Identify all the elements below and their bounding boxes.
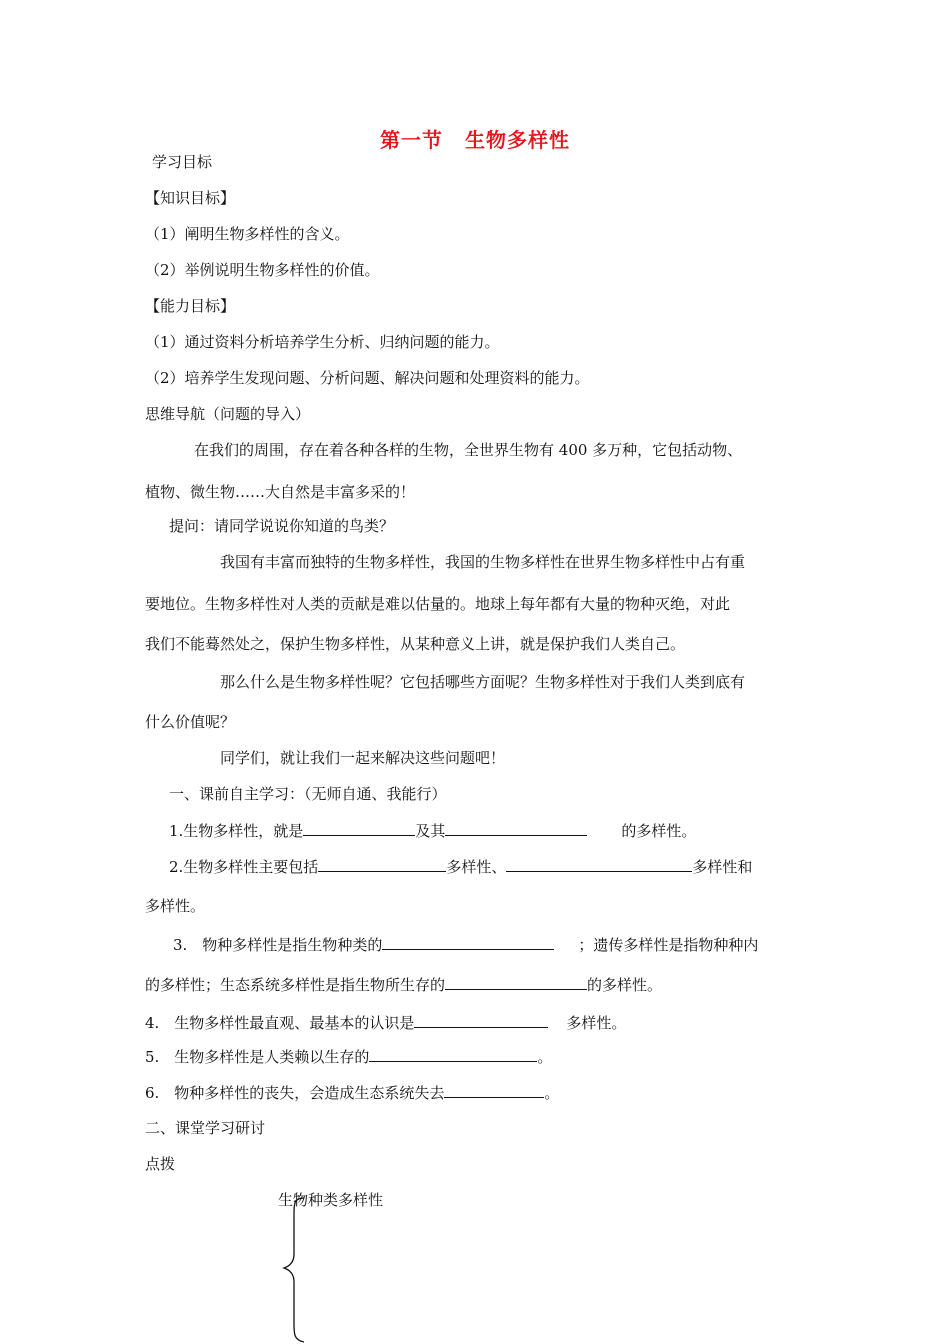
paragraph-2-line-1: 我国有丰富而独特的生物多样性，我国的生物多样性在世界生物多样性中占有重 [220,553,746,571]
document-title [0,124,950,153]
q2-text-b: 多样性、 [446,858,507,876]
answer-blank[interactable] [318,856,446,872]
objectives-heading: 学习目标 [152,153,213,171]
self-study-heading: 一、课前自主学习：（无师自通、我能行） [169,785,447,803]
question-5 [145,1046,552,1067]
title-topic: 生物多样性 [465,128,570,152]
paragraph-4: 同学们，就让我们一起来解决这些问题吧！ [220,749,506,767]
question-1 [169,820,696,841]
answer-blank[interactable] [369,1046,537,1062]
q3-text-d: 的多样性。 [587,976,663,994]
q3-text-b: ；遗传多样性是指物种种内 [578,936,759,954]
question-3-continued [145,974,662,995]
paragraph-2-line-2: 要地位。生物多样性对人类的贡献是难以估量的。地球上每年都有大量的物种灭绝，对此 [145,595,731,613]
q5-text-a: 5. 生物多样性是人类赖以生存的 [145,1048,370,1066]
q4-text-a: 4. 生物多样性最直观、最基本的认识是 [145,1014,415,1032]
ability-objectives-heading: 【能力目标】 [145,297,236,315]
q6-text-b: 。 [544,1084,560,1102]
knowledge-objective-2: （2）举例说明生物多样性的价值。 [145,261,380,279]
knowledge-objective-1: （1）阐明生物多样性的含义。 [145,225,350,243]
answer-blank[interactable] [382,934,554,950]
q1-text-c: 的多样性。 [621,822,697,840]
q1-text-b: 及其 [415,822,446,840]
title-section-number: 第一节 [380,128,443,152]
q1-text-a: 1.生物多样性，就是 [169,822,304,840]
paragraph-2-line-3: 我们不能蓦然处之，保护生物多样性，从某种意义上讲，就是保护我们人类自己。 [145,635,686,653]
q5-text-b: 。 [537,1048,553,1066]
q3-text-a: 3. 物种多样性是指生物种类的 [173,936,383,954]
q4-text-b: 多样性。 [566,1014,627,1032]
q2-text-c: 多样性和 [692,858,753,876]
ability-objective-2: （2）培养学生发现问题、分析问题、解决问题和处理资料的能力。 [145,369,590,387]
answer-blank[interactable] [445,820,587,836]
question-6 [145,1082,559,1103]
diagram-item-species-diversity: 生物种类多样性 [278,1191,384,1209]
knowledge-objectives-heading: 【知识目标】 [145,189,236,207]
question-2 [169,856,752,877]
intro-paragraph-line-2: 植物、微生物……大自然是丰富多采的！ [145,483,416,501]
answer-blank[interactable] [445,974,587,990]
question-3 [173,934,758,955]
classroom-heading: 二、课堂学习研讨 [145,1119,266,1137]
curly-brace-icon [282,1196,306,1344]
q3-text-c: 的多样性；生态系统多样性是指生物所生存的 [145,976,446,994]
q2-text-a: 2.生物多样性主要包括 [169,858,319,876]
tip-label: 点拨 [145,1155,176,1173]
answer-blank[interactable] [414,1012,548,1028]
answer-blank[interactable] [303,820,415,836]
guide-heading: 思维导航（问题的导入） [145,405,311,423]
question-4 [145,1012,626,1033]
answer-blank[interactable] [444,1082,544,1098]
question-prompt: 提问：请同学说说你知道的鸟类？ [169,517,395,535]
q6-text-a: 6. 物种多样性的丧失，会造成生态系统失去 [145,1084,445,1102]
paragraph-3-line-1: 那么什么是生物多样性呢？它包括哪些方面呢？生物多样性对于我们人类到底有 [220,673,746,691]
paragraph-3-line-2: 什么价值呢？ [145,713,236,731]
question-2-continued: 多样性。 [145,897,206,915]
ability-objective-1: （1）通过资料分析培养学生分析、归纳问题的能力。 [145,333,500,351]
intro-paragraph-line-1: 在我们的周围，存在着各种各样的生物，全世界生物有 400 多万种，它包括动物、 [194,441,743,459]
answer-blank[interactable] [506,856,692,872]
